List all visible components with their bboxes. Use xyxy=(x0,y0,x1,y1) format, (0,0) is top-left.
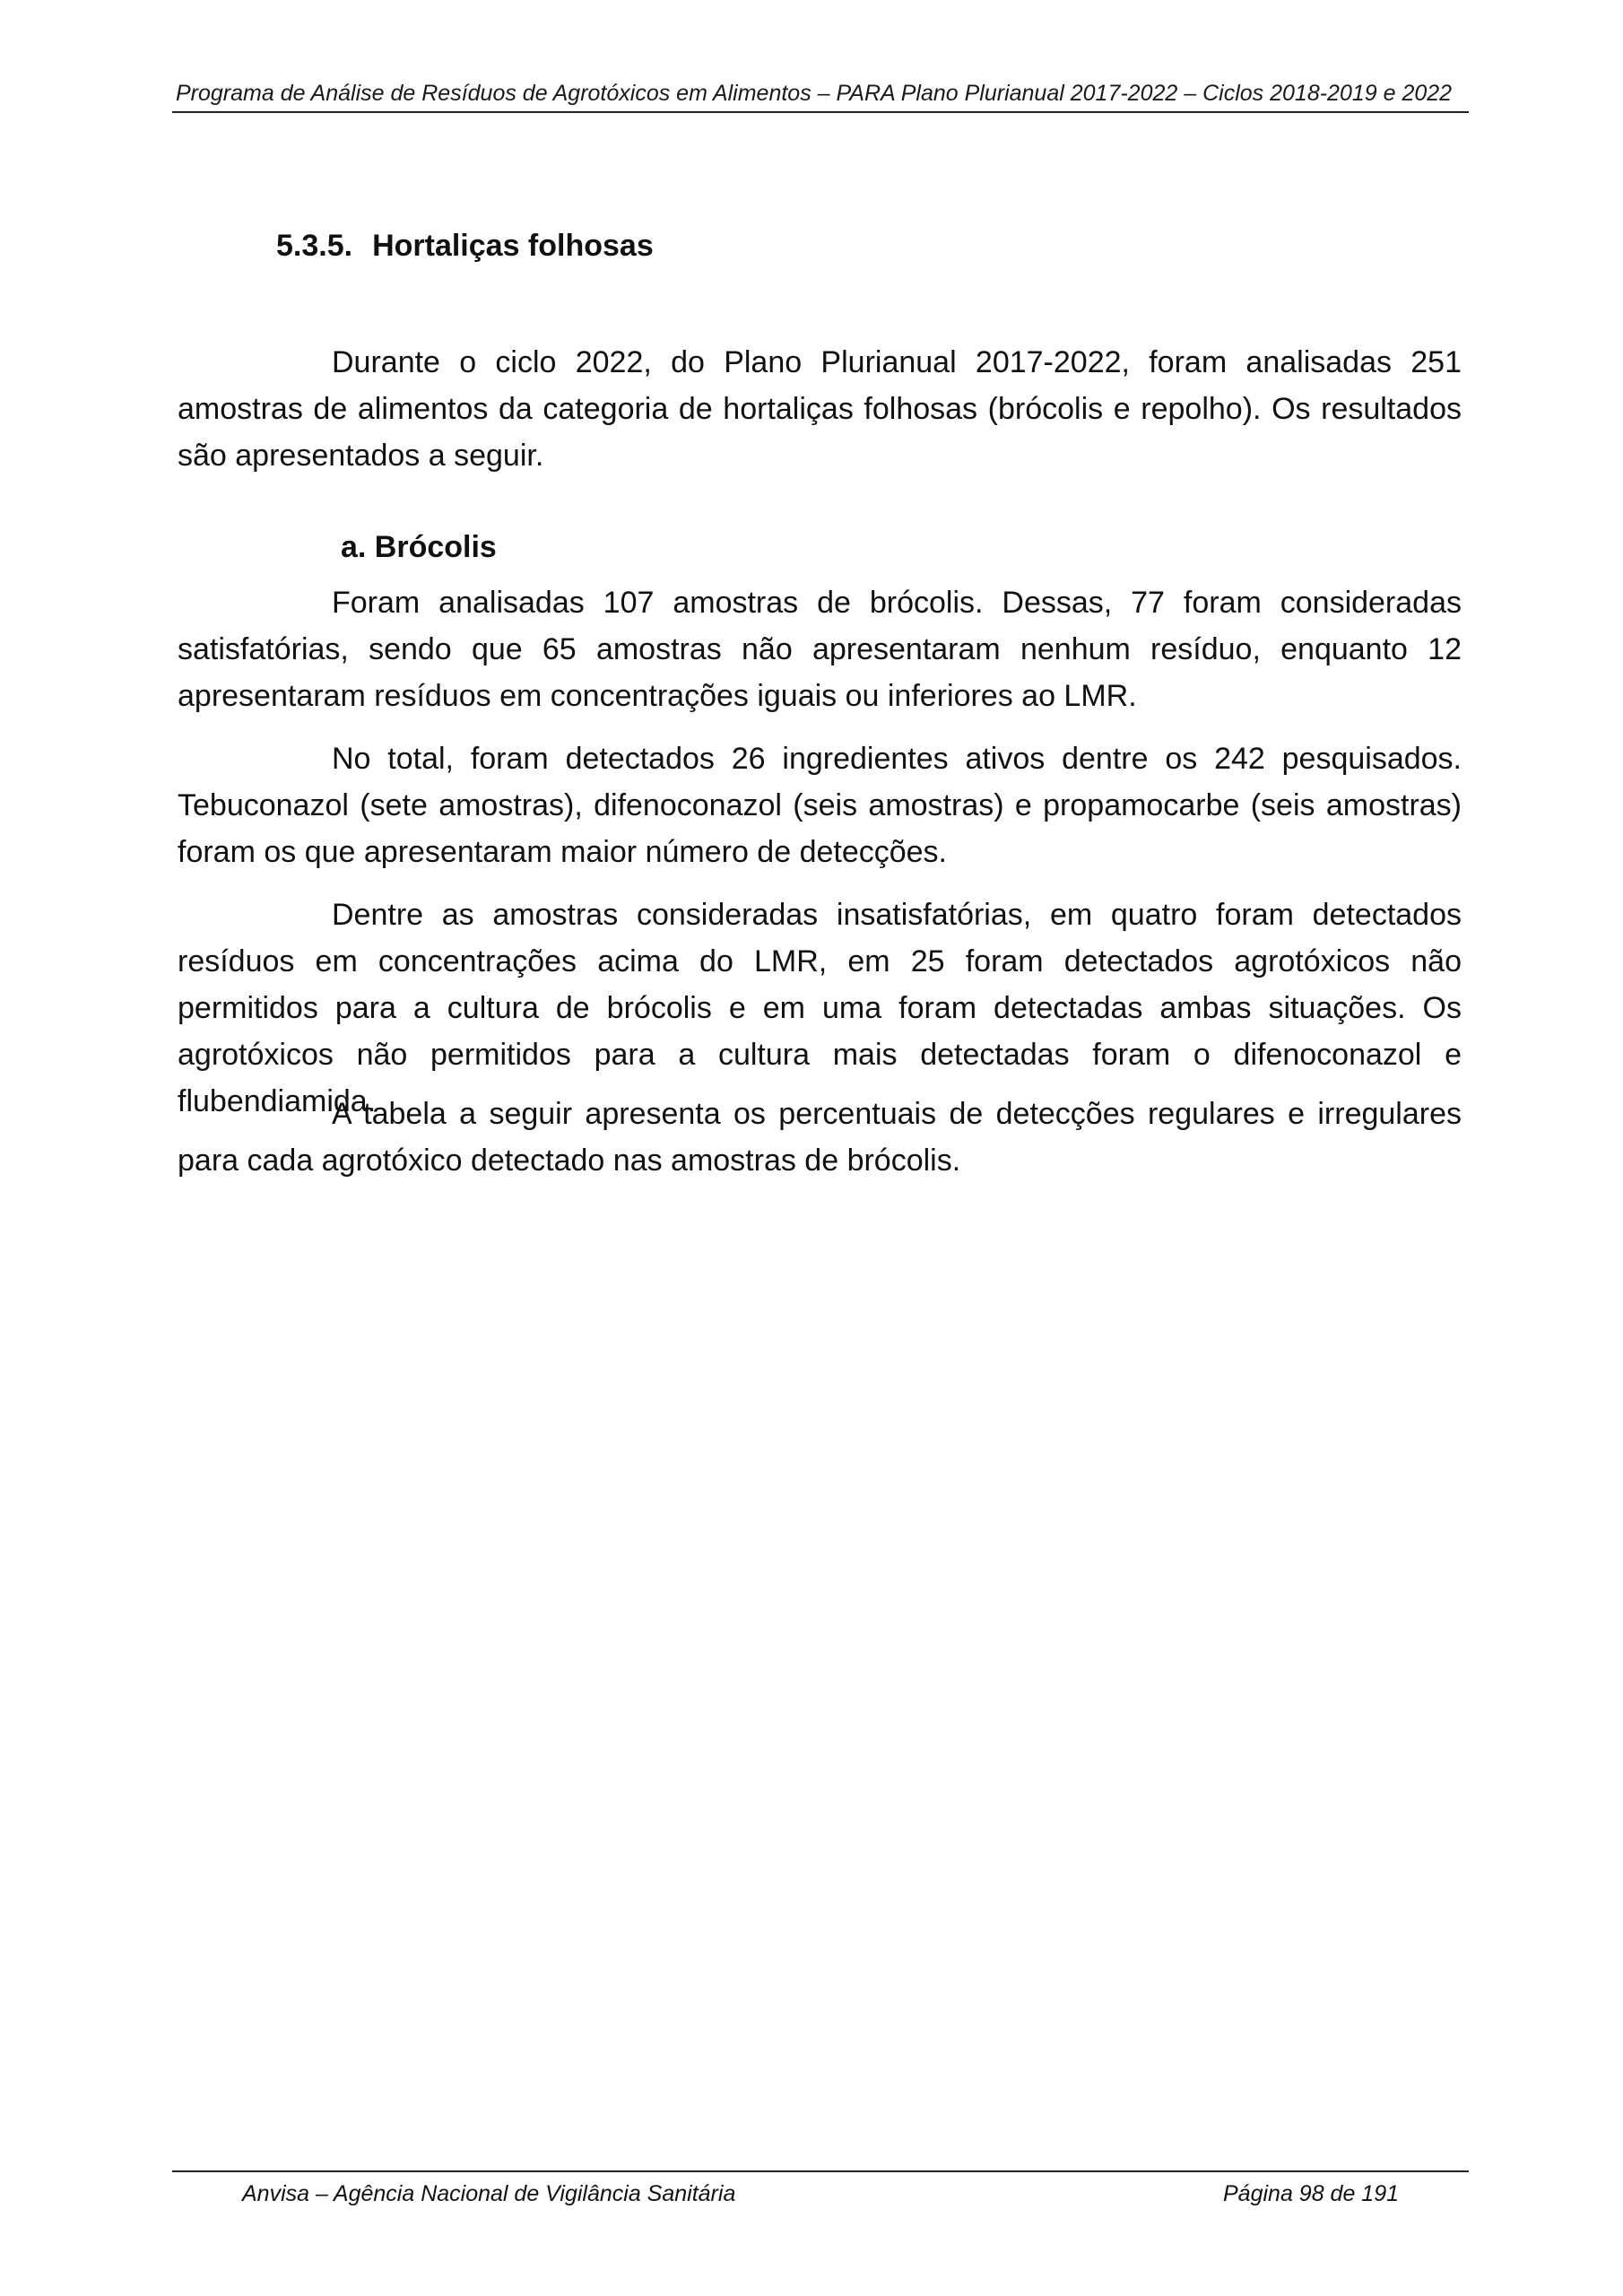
paragraph-block-3 xyxy=(178,891,1462,1125)
paragraph-unsatisfactory: Dentre as amostras consideradas insatisfatórias, em quatro foram detectados resíduos em concentrações acima do LMR, em 25 foram detectados agrotóxicos não permitidos para a cultura de brócolis e em uma foram detectadas ambas situações. Os agrotóxicos não permitidos para a cultura mais detectadas foram o difenoconazol e flubendiamida. xyxy=(178,898,1462,1118)
page-number: Página 98 de 191 xyxy=(1223,2181,1400,2206)
paragraph-samples: Foram analisadas 107 amostras de brócolis. Dessas, 77 foram consideradas satisfatórias, sendo que 65 amostras não apresentaram nenhum resíduo, enquanto 12 apresentaram resíduos em concentrações iguais ou inferiores ao LMR. xyxy=(178,586,1462,713)
intro-paragraph: Durante o ciclo 2022, do Plano Plurianual 2017-2022, foram analisadas 251 amostras de alimentos da categoria de hortaliças folhosas (brócolis e repolho). Os resultados são apresentados a seguir. xyxy=(178,345,1462,473)
paragraph-block-4 xyxy=(178,1091,1462,1184)
paragraph-table-intro: A tabela a seguir apresenta os percentuais de detecções regulares e irregulares para cada agrotóxico detectado nas amostras de brócolis. xyxy=(178,1097,1462,1178)
section-title: Hortaliças folhosas xyxy=(372,229,654,263)
footer-agency: Anvisa – Agência Nacional de Vigilância Sanitária xyxy=(242,2181,736,2206)
intro-paragraph-block xyxy=(178,339,1462,479)
subsection-heading: a. Brócolis xyxy=(341,530,497,564)
header-divider xyxy=(172,111,1469,113)
paragraph-block-1 xyxy=(178,579,1462,719)
running-header: Programa de Análise de Resíduos de Agrotóxicos em Alimentos – PARA Plano Plurianual 2017-2022 – Ciclos 2018-2019 e 2022 xyxy=(176,81,1453,106)
section-number: 5.3.5. xyxy=(276,229,353,263)
footer-divider xyxy=(172,2170,1469,2172)
paragraph-active-ingredients: No total, foram detectados 26 ingredientes ativos dentre os 242 pesquisados. Tebuconazol (sete amostras), difenoconazol (seis amostras) e propamocarbe (seis amostras) foram os que apresentaram maior número de detecções. xyxy=(178,742,1462,869)
section-heading xyxy=(276,226,654,265)
paragraph-block-2 xyxy=(178,735,1462,875)
